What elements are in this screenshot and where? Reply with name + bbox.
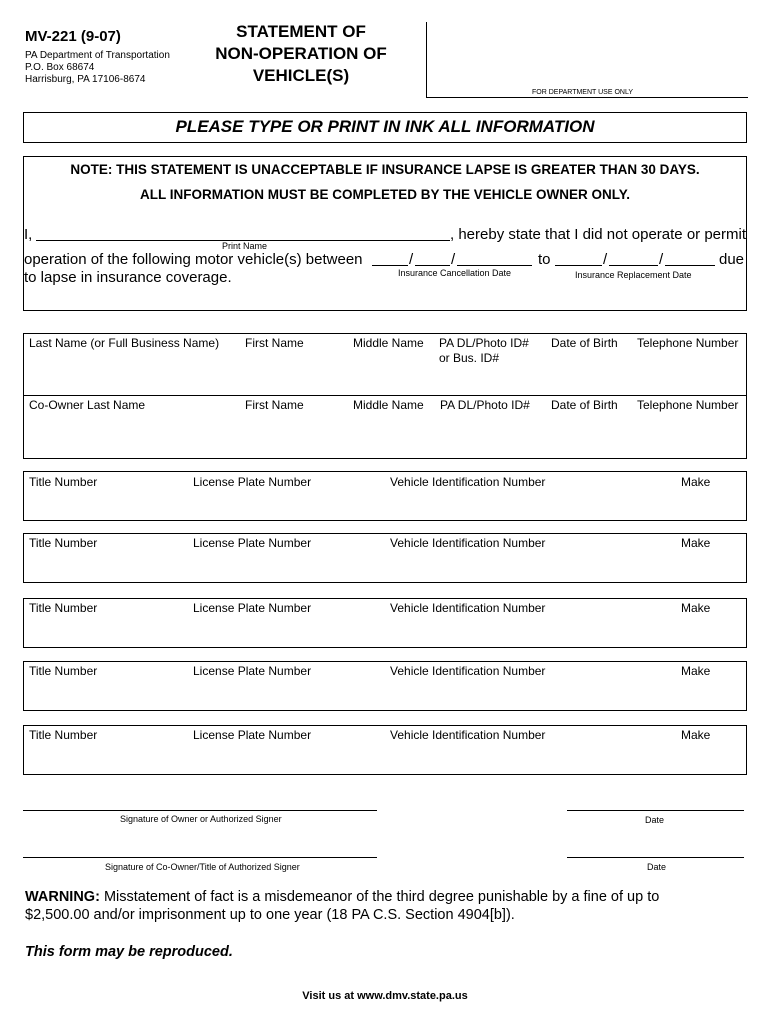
co-owner-signature-label: Signature of Co-Owner/Title of Authorized Signer: [105, 862, 300, 872]
owner-only-note: ALL INFORMATION MUST BE COMPLETED BY THE VEHICLE OWNER ONLY.: [139, 187, 631, 202]
print-name-label: Print Name: [222, 241, 268, 251]
owner-signature-line[interactable]: [23, 810, 377, 811]
owner-date-label: Date: [645, 815, 665, 825]
co-owner-date-line[interactable]: [567, 857, 744, 858]
vehicle-5-plate-label: License Plate Number: [193, 728, 312, 742]
co-owner-phone-label: Telephone Number: [637, 398, 739, 412]
vehicle-box-3[interactable]: [23, 598, 747, 648]
co-owner-dob-label: Date of Birth: [551, 398, 618, 412]
owner-dob-label: Date of Birth: [551, 336, 618, 350]
vehicle-3-vin-label: Vehicle Identification Number: [390, 601, 546, 615]
agency-name: PA Department of Transportation: [25, 50, 170, 61]
form-title-line3: VEHICLE(S): [252, 66, 350, 85]
vehicle-4-plate-label: License Plate Number: [193, 664, 312, 678]
header-divider: [426, 22, 427, 98]
header-rule: [426, 97, 748, 98]
owner-divider: [23, 395, 747, 396]
vehicle-3-plate-label: License Plate Number: [193, 601, 312, 615]
co-owner-date-label: Date: [647, 862, 667, 872]
replace-slash-2: /: [659, 251, 664, 268]
cancellation-month-line[interactable]: [372, 265, 408, 266]
co-owner-last-name-label: Co-Owner Last Name: [29, 398, 146, 412]
co-owner-signature-line[interactable]: [23, 857, 377, 858]
cancellation-date-label: Insurance Cancellation Date: [398, 268, 512, 278]
replacement-year-line[interactable]: [665, 265, 715, 266]
cancellation-year-line[interactable]: [457, 265, 532, 266]
warning-label: WARNING:: [25, 889, 100, 905]
vehicle-1-plate-label: License Plate Number: [193, 475, 312, 489]
vehicle-1-vin-label: Vehicle Identification Number: [390, 475, 546, 489]
form-title-line1: STATEMENT OF: [236, 22, 366, 41]
cancel-slash-1: /: [409, 251, 414, 268]
vehicle-2-make-label: Make: [681, 536, 711, 550]
vehicle-box-4[interactable]: [23, 661, 747, 711]
vehicle-1-title-label: Title Number: [29, 475, 98, 489]
co-owner-dl-label: PA DL/Photo ID#: [440, 398, 530, 412]
co-owner-first-name-label: First Name: [245, 398, 304, 412]
owner-phone-label: Telephone Number: [637, 336, 739, 350]
owner-bus-id-label: or Bus. ID#: [439, 351, 500, 365]
department-use-label: FOR DEPARTMENT USE ONLY: [532, 89, 633, 96]
agency-city: Harrisburg, PA 17106-8674: [25, 74, 146, 85]
owner-signature-label: Signature of Owner or Authorized Signer: [120, 814, 282, 824]
owner-dl-label: PA DL/Photo ID#: [439, 336, 529, 350]
replace-slash-1: /: [603, 251, 608, 268]
vehicle-4-title-label: Title Number: [29, 664, 98, 678]
statement-i-suffix: , hereby state that I did not operate or permit: [450, 226, 747, 243]
replacement-day-line[interactable]: [609, 265, 658, 266]
warning-text-line2: $2,500.00 and/or imprisonment up to one year (18 PA C.S. Section 4904[b]).: [25, 907, 515, 923]
form-title-line2: NON-OPERATION OF: [215, 44, 387, 63]
vehicle-5-title-label: Title Number: [29, 728, 98, 742]
vehicle-3-make-label: Make: [681, 601, 711, 615]
replacement-date-label: Insurance Replacement Date: [575, 270, 692, 280]
vehicle-5-vin-label: Vehicle Identification Number: [390, 728, 546, 742]
footer-website: Visit us at www.dmv.state.pa.us: [302, 990, 468, 1002]
vehicle-3-title-label: Title Number: [29, 601, 98, 615]
owner-last-name-label: Last Name (or Full Business Name): [29, 336, 220, 350]
reproduction-note: This form may be reproduced.: [25, 944, 233, 960]
vehicle-5-make-label: Make: [681, 728, 711, 742]
owner-first-name-label: First Name: [245, 336, 304, 350]
cancel-slash-2: /: [451, 251, 456, 268]
statement-due: due: [719, 251, 745, 268]
co-owner-middle-name-label: Middle Name: [353, 398, 424, 412]
replacement-month-line[interactable]: [555, 265, 602, 266]
statement-lapse-text: to lapse in insurance coverage.: [24, 269, 232, 286]
owner-info-box[interactable]: [23, 333, 747, 459]
vehicle-1-make-label: Make: [681, 475, 711, 489]
insurance-lapse-note: NOTE: THIS STATEMENT IS UNACCEPTABLE IF INSURANCE LAPSE IS GREATER THAN 30 DAYS.: [70, 162, 700, 177]
instruction-banner-text: PLEASE TYPE OR PRINT IN INK ALL INFORMATION: [175, 117, 595, 136]
statement-i-prefix: I,: [24, 226, 33, 243]
cancellation-day-line[interactable]: [415, 265, 450, 266]
vehicle-2-title-label: Title Number: [29, 536, 98, 550]
owner-middle-name-label: Middle Name: [353, 336, 424, 350]
form-number: MV-221 (9-07): [25, 28, 121, 45]
vehicle-2-plate-label: License Plate Number: [193, 536, 312, 550]
vehicle-4-make-label: Make: [681, 664, 711, 678]
warning-text-line1: Misstatement of fact is a misdemeanor of the third degree punishable by a fine of up to: [103, 889, 660, 905]
statement-operation-text: operation of the following motor vehicle(s) between: [24, 251, 363, 268]
vehicle-2-vin-label: Vehicle Identification Number: [390, 536, 546, 550]
agency-po-box: P.O. Box 68674: [25, 62, 95, 73]
vehicle-box-1[interactable]: [23, 471, 747, 521]
warning-line1: [25, 889, 659, 905]
vehicle-box-5[interactable]: [23, 725, 747, 775]
vehicle-box-2[interactable]: [23, 533, 747, 583]
statement-to: to: [538, 251, 551, 268]
owner-date-line[interactable]: [567, 810, 744, 811]
vehicle-4-vin-label: Vehicle Identification Number: [390, 664, 546, 678]
